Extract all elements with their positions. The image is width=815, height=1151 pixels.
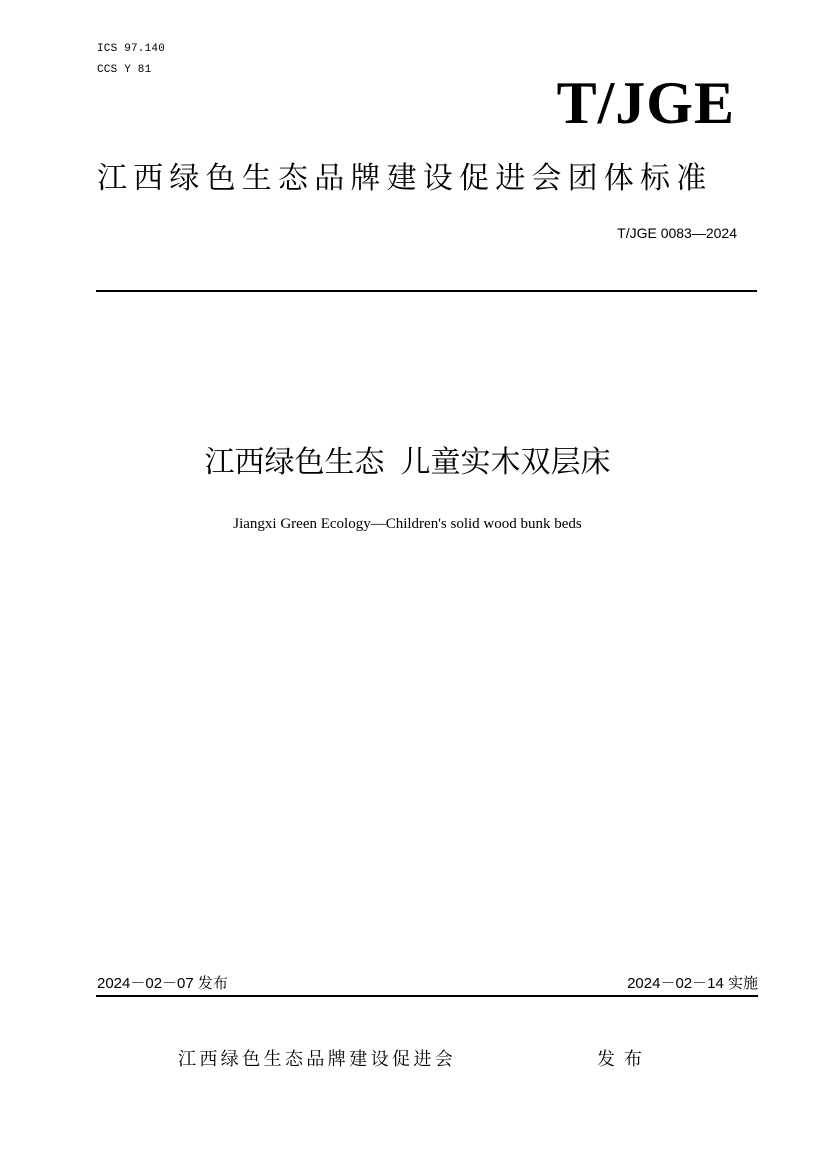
publish-date: 2024－02－07 发布 <box>97 975 228 992</box>
chinese-title-part-1: 江西绿色生态 <box>204 445 385 480</box>
chinese-title <box>0 441 815 485</box>
ics-code: ICS 97.140 <box>97 43 166 55</box>
header-divider <box>96 290 757 292</box>
issue-label: 发布 <box>597 1049 651 1070</box>
organization-title: 江西绿色生态品牌建设促进会团体标准 <box>97 161 713 196</box>
effective-date: 2024－02－14 实施 <box>627 975 758 992</box>
english-title: Jiangxi Green Ecology—Children's solid wood bunk beds <box>233 516 582 532</box>
footer-divider <box>96 995 758 997</box>
standard-logo: T/JGE <box>556 70 735 136</box>
date-row <box>97 974 758 994</box>
issuer-name: 江西绿色生态品牌建设促进会 <box>178 1049 457 1070</box>
standard-code: T/JGE 0083—2024 <box>617 225 737 241</box>
chinese-title-part-2: 儿童实木双层床 <box>400 445 611 480</box>
ccs-code: CCS Y 81 <box>97 64 152 76</box>
